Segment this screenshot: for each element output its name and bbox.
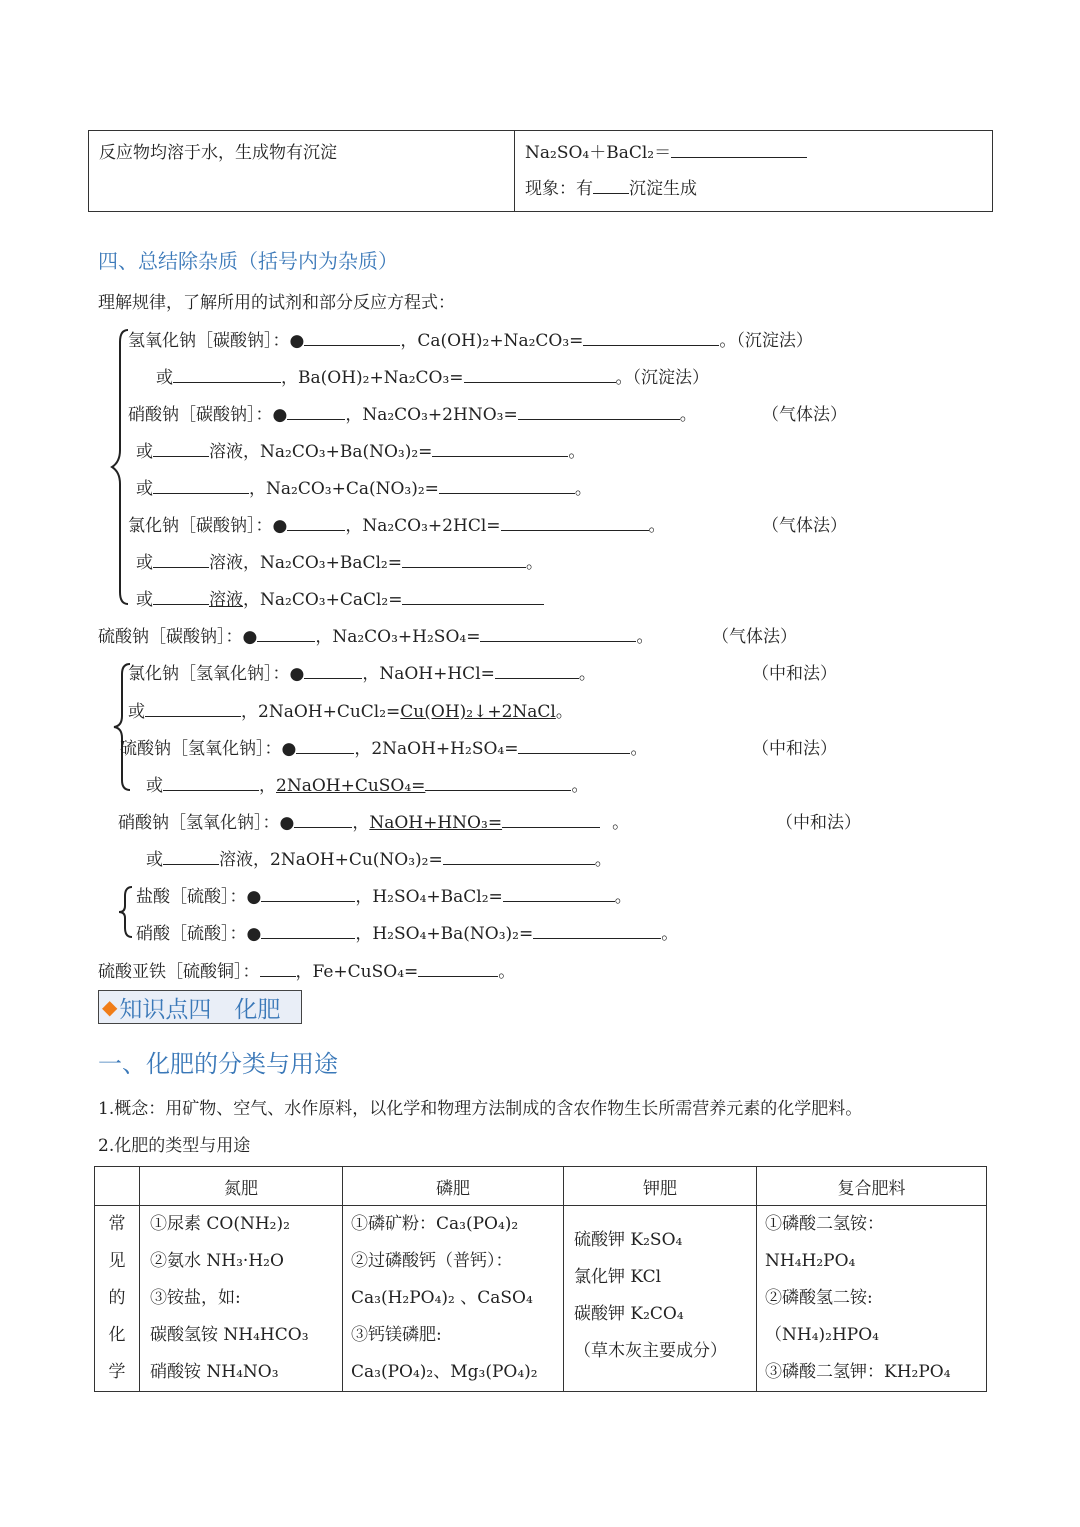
line-1: 氢氧化钠［碳酸钠］：● ，Ca(OH)₂+Na₂CO₃= 。（沉淀法）	[128, 326, 813, 351]
line-8: 或 溶液，Na₂CO₃+CaCl₂=	[136, 585, 544, 610]
list-item: ①尿素 CO(NH₂)₂	[150, 1214, 290, 1234]
left-brace-icon	[108, 326, 130, 608]
list-item: 硫酸钾 K₂SO₄	[574, 1230, 683, 1250]
list-item: Ca₃(PO₄)₂、Mg₃(PO₄)₂	[351, 1362, 538, 1382]
reaction-table	[88, 130, 993, 212]
list-item: ③钙镁磷肥:	[351, 1325, 442, 1345]
line-13: 或 ，2NaOH+CuSO₄= 。	[146, 771, 588, 796]
list-item: （草木灰主要成分）	[574, 1341, 727, 1361]
list-item: NH₄H₂PO₄	[765, 1251, 856, 1271]
fertilizer-section-title: 一、化肥的分类与用途	[98, 1050, 338, 1078]
fertilizer-table	[94, 1166, 987, 1392]
equation-text: Na₂SO₄＋BaCl₂＝	[525, 143, 672, 163]
line-2: 或 ，Ba(OH)₂+Na₂CO₃= 。（沉淀法）	[156, 363, 709, 388]
line-7: 或 溶液，Na₂CO₃+BaCl₂= 。	[136, 548, 543, 573]
header-cell: 磷肥	[343, 1167, 564, 1206]
table-row	[95, 1206, 987, 1392]
list-item: （NH₄)₂HPO₄	[765, 1325, 879, 1345]
method-6: （气体法）	[762, 516, 847, 536]
phenomenon-suffix: 沉淀生成	[629, 179, 697, 199]
list-item: ③磷酸二氢钾：KH₂PO₄	[765, 1362, 951, 1382]
list-item: 碳酸钾 K₂CO₄	[574, 1304, 684, 1324]
line-5: 或 ，Na₂CO₃+Ca(NO₃)₂= 。	[136, 474, 592, 499]
method-12: （中和法）	[752, 739, 837, 759]
line-11: 或 ，2NaOH+CuCl₂=Cu(OH)₂↓+2NaCl。	[128, 697, 573, 722]
method-10: （中和法）	[752, 664, 837, 684]
list-item: ②过磷酸钙（普钙）：	[351, 1251, 513, 1271]
reaction-equation-cell	[515, 131, 993, 212]
method-14: （中和法）	[776, 813, 861, 833]
phenomenon-prefix: 现象：有	[525, 179, 593, 199]
row-label-char: 学	[108, 1362, 126, 1382]
header-cell: 钾肥	[564, 1167, 757, 1206]
reaction-condition-cell	[89, 131, 515, 212]
header-cell	[95, 1167, 140, 1206]
table-header-row	[95, 1167, 987, 1206]
list-item: 碳酸氢铵 NH₄HCO₃	[150, 1325, 309, 1345]
line-17: 硝酸［硫酸］：● ，H₂SO₄+Ba(NO₃)₂= 。	[136, 919, 678, 944]
fertilizer-concept: 1.概念：用矿物、空气、水作原料，以化学和物理方法制成的含农作物生长所需营养元素的化学肥料。	[98, 1099, 863, 1119]
list-item: ③铵盐，如:	[150, 1288, 241, 1308]
list-item: 氯化钾 KCl	[574, 1267, 662, 1287]
diamond-icon: ◆	[102, 995, 118, 1019]
header-cell: 氮肥	[140, 1167, 343, 1206]
list-item: ①磷酸二氢铵：	[765, 1214, 884, 1234]
list-item: Ca₃(H₂PO₄)₂ 、CaSO₄	[351, 1288, 533, 1308]
method-9: （气体法）	[712, 627, 797, 647]
list-item: ②氨水 NH₃·H₂O	[150, 1251, 284, 1271]
section-title: 四、总结除杂质（括号内为杂质）	[98, 249, 398, 273]
row-label-char: 化	[108, 1325, 126, 1345]
row-label-char: 常	[108, 1214, 126, 1234]
header-cell: 复合肥料	[757, 1167, 987, 1206]
line-3: 硝酸钠［碳酸钠］：● ，Na₂CO₃+2HNO₃= 。	[128, 400, 697, 425]
section-intro: 理解规律，了解所用的试剂和部分反应方程式：	[98, 293, 455, 313]
method-3: （气体法）	[762, 405, 847, 425]
reaction-condition: 反应物均溶于水，生成物有沉淀	[99, 143, 337, 163]
line-16: 盐酸［硫酸］：● ，H₂SO₄+BaCl₂= 。	[136, 882, 632, 907]
line-15: 或 溶液，2NaOH+Cu(NO₃)₂= 。	[146, 845, 612, 870]
list-item: ①磷矿粉：Ca₃(PO₄)₂	[351, 1214, 519, 1234]
line-14: 硝酸钠［氢氧化钠］：● ，NaOH+HNO₃= 。	[118, 808, 629, 833]
row-label-char: 见	[108, 1251, 126, 1271]
line-6: 氯化钠［碳酸钠］：● ，Na₂CO₃+2HCl= 。	[128, 511, 666, 536]
line-12: 硫酸钠［氢氧化钠］：● ，2NaOH+H₂SO₄= 。	[120, 734, 647, 759]
row-label-char: 的	[108, 1288, 126, 1308]
line-18: 硫酸亚铁［硫酸铜］： ，Fe+CuSO₄= 。	[98, 957, 515, 982]
knowledge-point-title: ◆ 知识点四 化肥	[98, 990, 302, 1024]
left-brace-icon	[116, 884, 134, 940]
line-10: 氯化钠［氢氧化钠］：● ，NaOH+HCl= 。	[128, 659, 596, 684]
fertilizer-types-heading: 2.化肥的类型与用途	[98, 1136, 251, 1156]
list-item: 硝酸铵 NH₄NO₃	[150, 1362, 279, 1382]
line-4: 或 溶液，Na₂CO₃+Ba(NO₃)₂= 。	[136, 437, 585, 462]
list-item: ②磷酸氢二铵:	[765, 1288, 873, 1308]
line-9: 硫酸钠［碳酸钠］：● ，Na₂CO₃+H₂SO₄= 。	[98, 622, 653, 647]
